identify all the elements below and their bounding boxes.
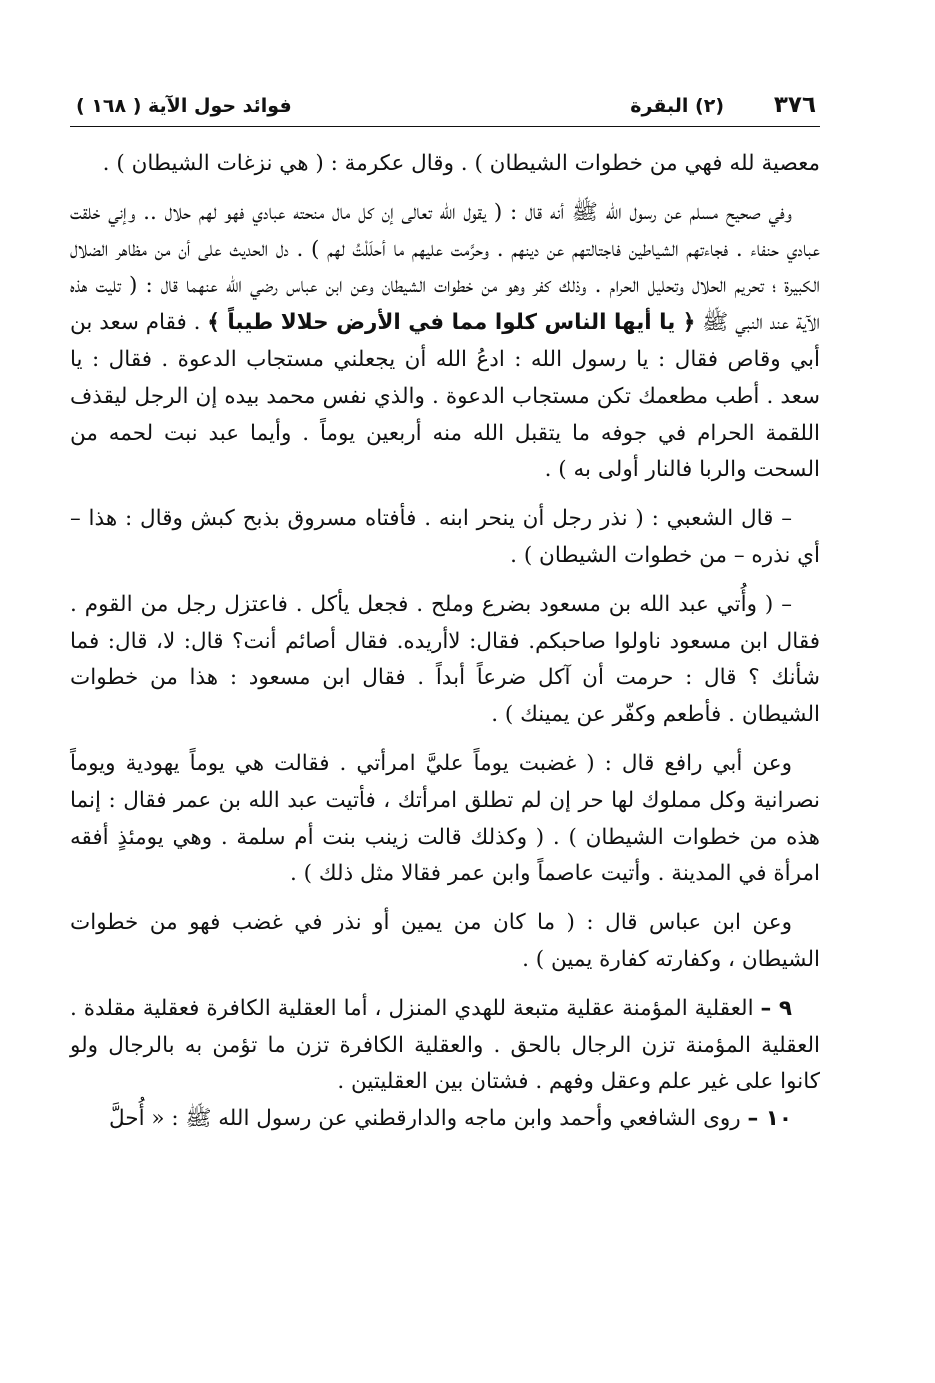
page-body — [70, 146, 820, 1138]
paragraph — [70, 1101, 820, 1138]
surah-title: (٢) البقرة — [630, 95, 724, 117]
paragraph-text: وعن ابن عباس قال : ( ما كان من يمين أو نذر في غضب فهو من خطوات الشيطان ، وكفارته كفارة يمين ) . — [70, 910, 820, 972]
quran-verse: ﴿ يا أيها الناس كلوا مما في الأرض حلالا طيباً ﴾ — [207, 310, 696, 336]
paragraph-text: معصية لله فهي من خطوات الشيطان ) . وقال عكرمة : ( هي نزغات الشيطان ) . — [102, 151, 820, 176]
paragraph-text: وفي صحيح مسلم عن رسول الله ﷺ أنه قال : ( يقول الله تعالى إن كل مال منحته عبادي فهو لهم حلال .. وإني خلقت عبادي حنفاء . فجاءتهم الشياطين فاجتالتهم عن دينهم . وحرَّمت عليهم ما أحلَلْتُ لهم ) . دل الحديث على أن من مظاهر الضلال الكبيرة ؛ تحريم الحلال وتحليل الحرام . وذلك كفر وهو من خطوات الشيطان وعن ابن عباس رضي الله عنهما قال : ( تليت هذه الآية عند النبي ﷺ — [70, 199, 820, 336]
page-number: ٣٧٦ — [773, 92, 816, 118]
point-number: ١٠ – — [747, 1106, 792, 1132]
paragraph — [70, 905, 820, 979]
paragraph-text: . فقام سعد بن أبي وقاص فقال : يا رسول الله : ادعُ الله أن يجعلني مستجاب الدعوة . فقال : يا سعد . أطب مطعمك تكن مستجاب الدعوة . والذي نفس محمد بيده إن الرجل ليقذف اللقمة الحرام في جوفه ما يتقبل الله منه أربعين يوماً . وأيما عبد نبت لحمه من السحت والربا فالنار أولى به ) . — [70, 310, 820, 483]
paragraph-text: وعن أبي رافع قال : ( غضبت يوماً عليَّ امرأتي . فقالت هي يوماً يهودية ويوماً نصرانية وكل مملوك لها حر إن لم تطلق امرأتك ، فأتيت عبد الله بن عمر فقال : إنما هذه من خطوات الشيطان ) . ( وكذلك قالت زينب بنت أم سلمة . وهي يومئذٍ أفقه امرأة في المدينة . وأتيت عاصماً وابن عمر فقالا مثل ذلك ) . — [70, 750, 820, 887]
paragraph — [70, 501, 820, 575]
paragraph-text: – قال الشعبي : ( نذر رجل أن ينحر ابنه . فأفتاه مسروق بذبح كبش وقال : هذا – أي نذره – من خطوات الشيطان ) . — [70, 506, 820, 568]
header-divider — [70, 126, 820, 127]
paragraph-text: العقلية المؤمنة عقلية متبعة للهدي المنزل ، أما العقلية الكافرة فعقلية مقلدة . العقلية المؤمنة تزن الرجال بالحق . والعقلية الكافرة تزن ما تؤمن به بالرجال ولو كانوا على غير علم وعقل وفهم . فشتان بين العقليتين . — [70, 995, 820, 1095]
paragraph — [70, 146, 820, 183]
paragraph — [70, 746, 820, 893]
paragraph — [70, 991, 820, 1101]
point-number: ٩ – — [760, 995, 792, 1021]
paragraph-text: روى الشافعي وأحمد وابن ماجه والدارقطني عن رسول الله ﷺ : « أُحلَّ — [109, 1106, 748, 1132]
paragraph — [70, 195, 820, 489]
paragraph — [70, 587, 820, 734]
page-header — [76, 92, 816, 126]
paragraph-text: – ( وأُتي عبد الله بن مسعود بضرع وملح . فجعل يأكل . فاعتزل رجل من القوم . فقال ابن مسعود ناولوا صاحبكم. فقال: لاأريده. فقال أصائم أنت؟ قال: لا، قال: فما شأنك ؟ قال : حرمت أن آكل ضرعاً أبداً . فقال ابن مسعود : هذا من خطوات الشيطان . فأطعم وكفّر عن يمينك ) . — [70, 591, 820, 728]
section-title: فوائد حول الآية ( ١٦٨ ) — [76, 95, 292, 117]
